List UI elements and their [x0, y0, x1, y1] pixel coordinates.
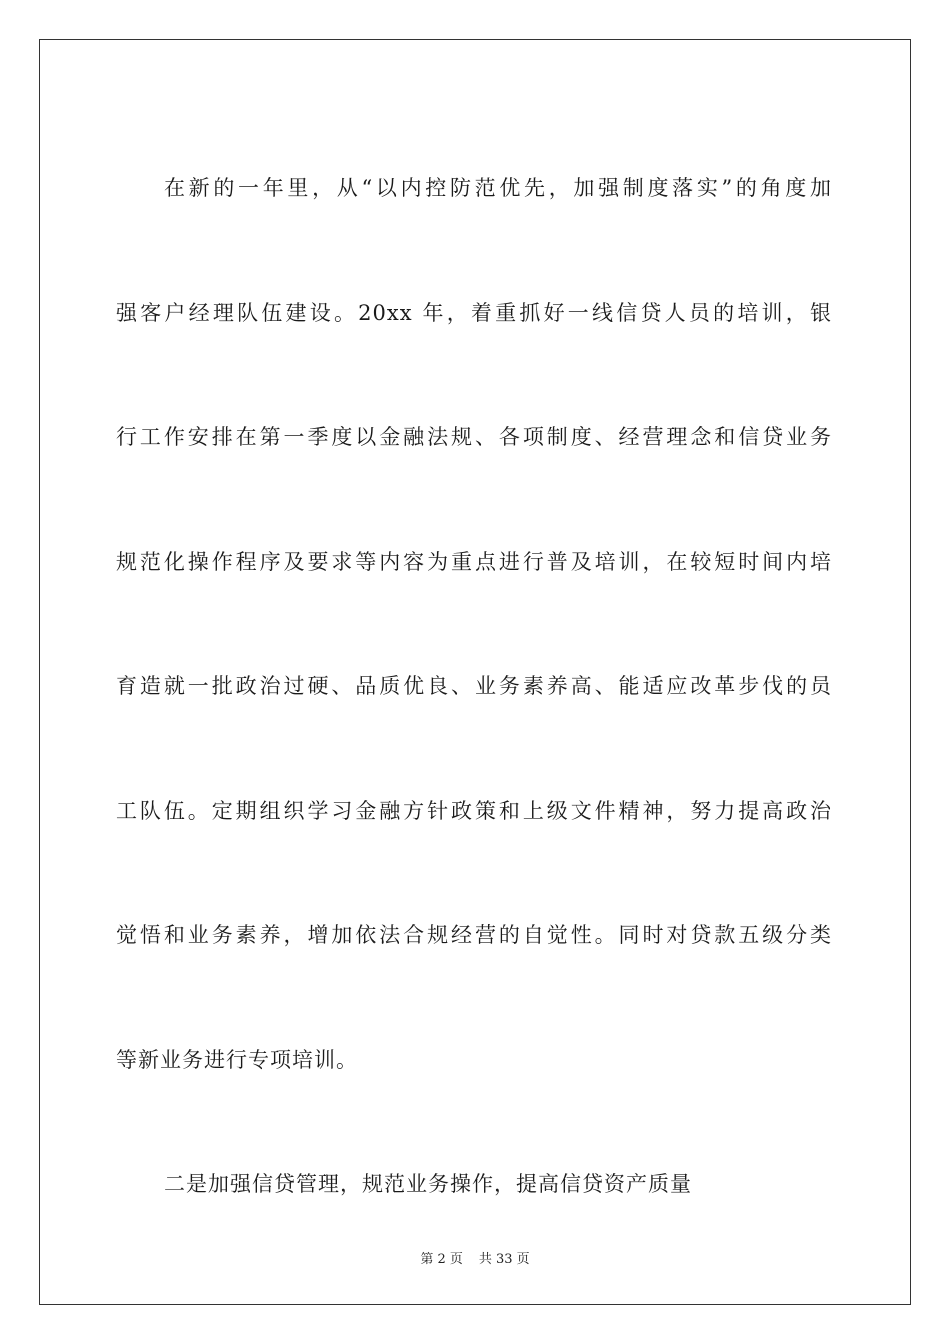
paragraph-line: 育造就一批政治过硬、品质优良、业务素养高、能适应改革步伐的员 [116, 674, 832, 698]
paragraph-line: 等新业务进行专项培训。 [116, 1047, 358, 1072]
document-body [116, 126, 832, 1247]
page-total: 共 33 页 [478, 1252, 530, 1267]
page-number: 第 2 页 [420, 1252, 463, 1267]
paragraph-line: 工队伍。定期组织学习金融方针政策和上级文件精神，努力提高政治 [116, 798, 832, 823]
paragraph-line: 觉悟和业务素养，增加依法合规经营的自觉性。同时对贷款五级分类 [116, 923, 832, 947]
paragraph-line: 强客户经理队伍建设。20xx 年，着重抓好一线信贷人员的培训，银 [116, 300, 832, 325]
paragraph-line: 行工作安排在第一季度以金融法规、各项制度、经营理念和信贷业务 [116, 425, 832, 449]
section-heading: 二是加强信贷管理，规范业务操作，提高信贷资产质量 [164, 1172, 692, 1196]
paragraph-line: 规范化操作程序及要求等内容为重点进行普及培训，在较短时间内培 [116, 549, 832, 574]
page-footer [0, 1248, 950, 1267]
paragraph-line: 在新的一年里，从“以内控防范优先，加强制度落实”的角度加 [164, 176, 832, 200]
